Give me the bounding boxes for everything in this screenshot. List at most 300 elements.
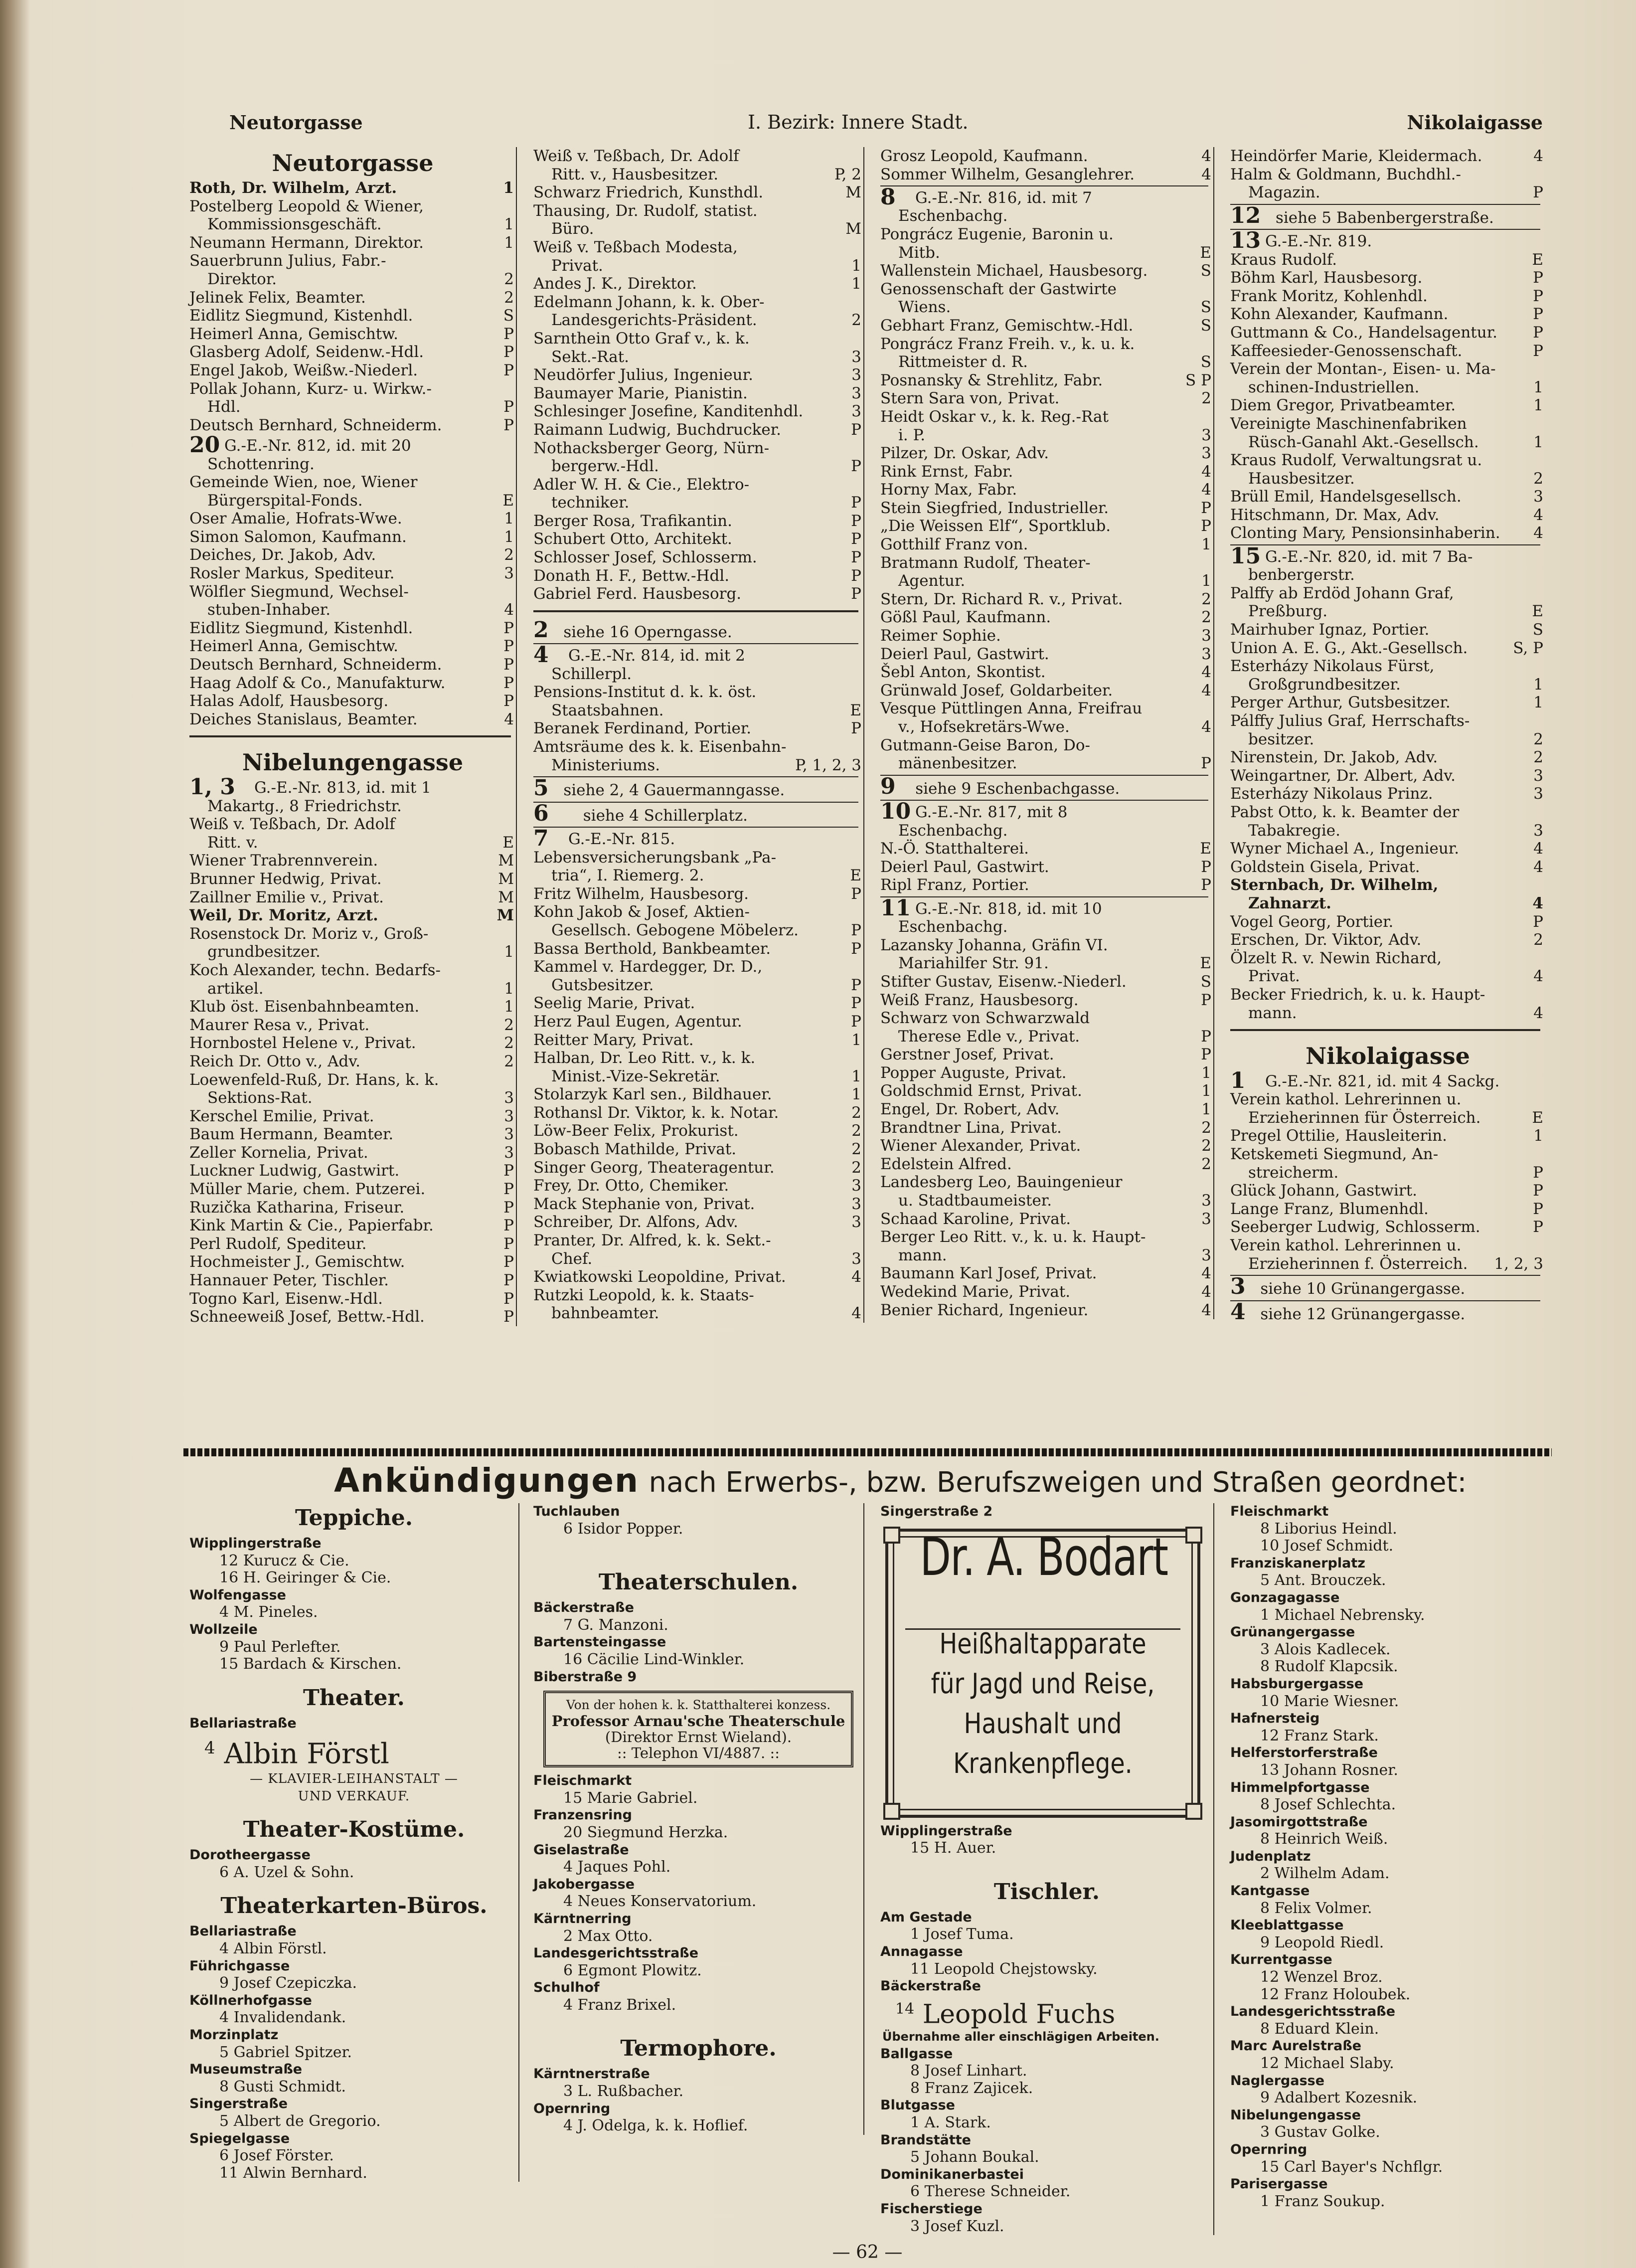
entry-floor: 3 <box>1533 488 1543 506</box>
street-label: Museumstraße <box>189 2062 303 2078</box>
resident-entry <box>189 1162 516 1180</box>
entry-floor: 3 <box>504 1107 514 1125</box>
resident-entry <box>1230 360 1545 378</box>
ad-house-number: 4 <box>204 1738 215 1758</box>
street-label: Wolfengasse <box>189 1587 286 1603</box>
entry-text: Mack Stephanie von, Privat. <box>533 1195 755 1213</box>
ad-box-line: Professor Arnau'sche Theaterschule <box>551 1713 845 1730</box>
resident-entry <box>1230 251 1545 269</box>
resident-entry <box>189 361 516 380</box>
entry-floor: 4 <box>504 601 514 619</box>
ad-entry: 8 Eduard Klein. <box>1260 2020 1379 2038</box>
entry-floor: 1 <box>504 510 514 528</box>
ad-entry: 12 Wenzel Broz. <box>1260 1968 1383 1986</box>
entry-continuation <box>880 1028 1213 1046</box>
house-number: 4 <box>533 642 549 668</box>
resident-entry <box>1230 803 1545 822</box>
entry-text: Halban, Dr. Leo Ritt. v., k. k. <box>533 1049 756 1067</box>
street-label: Kärntnerstraße <box>533 2066 650 2082</box>
resident-entry <box>1230 694 1545 712</box>
category-heading: Tischler. <box>993 1879 1100 1905</box>
resident-entry <box>880 1082 1213 1100</box>
see-reference <box>880 773 1213 799</box>
entry-floor: P <box>1201 858 1211 876</box>
entry-floor: P <box>503 1253 514 1271</box>
entry-floor: P <box>851 566 861 585</box>
street-label: Fleischmarkt <box>1230 1504 1329 1519</box>
resident-entry <box>533 366 863 384</box>
ad-entry: 3 L. Rußbacher. <box>563 2083 684 2100</box>
entry-list <box>189 179 516 434</box>
entry-continuation <box>533 348 863 366</box>
resident-entry <box>1230 1200 1545 1219</box>
resident-entry <box>189 692 516 710</box>
street-label: Singerstraße 2 <box>880 1504 993 1519</box>
entry-text: Sommer Wilhelm, Gesanglehrer. <box>880 165 1135 183</box>
entry-floor: 1 <box>851 1067 861 1085</box>
ad-name: Albin Förstl <box>224 1738 389 1770</box>
entry-text: Loewenfeld-Ruß, Dr. Hans, k. k. <box>189 1070 439 1089</box>
entry-text: Deierl Paul, Gastwirt. <box>880 645 1049 663</box>
entry-text: Verein kathol. Lehrerinnen u. <box>1230 1090 1462 1109</box>
entry-floor: 1 <box>504 943 514 961</box>
ad-entry: 6 Isidor Popper. <box>563 1520 683 1538</box>
entry-floor: 2 <box>851 1103 861 1122</box>
resident-entry <box>189 546 516 564</box>
ad-entry: 15 H. Auer. <box>910 1839 996 1857</box>
entry-text: Sarnthein Otto Graf v., k. k. <box>533 329 750 348</box>
house-number: 5 <box>533 775 549 801</box>
entry-text: Hornbostel Helene v., Privat. <box>189 1034 416 1052</box>
resident-entry <box>1230 1127 1545 1145</box>
entry-text: Guttmann & Co., Handelsagentur. <box>1230 323 1497 342</box>
entry-text: Schwarz von Schwarzwald <box>880 1009 1090 1028</box>
entry-text: Ruzička Katharina, Friseur. <box>189 1198 405 1217</box>
announcement-column-4 <box>1230 1503 1545 2210</box>
resident-entry <box>533 330 863 348</box>
entry-floor: 1 <box>1201 572 1211 590</box>
entry-continuation <box>880 954 1213 973</box>
entry-list <box>189 779 516 1326</box>
entry-list <box>880 147 1213 183</box>
ad-entry: 6 Josef Förster. <box>219 2147 334 2165</box>
resident-entry <box>533 994 863 1013</box>
resident-entry <box>189 179 516 197</box>
resident-entry <box>880 481 1213 499</box>
entry-text: Vereinigte Maschinenfabriken <box>1230 414 1467 433</box>
ad-entry: 16 H. Geiringer & Cie. <box>219 1569 391 1587</box>
entry-text: Heidt Oskar v., k. k. Reg.-Rat <box>880 407 1109 426</box>
see-reference <box>533 775 863 801</box>
entry-text: Schlesinger Josefine, Kanditenhdl. <box>533 402 804 421</box>
entry-text: Edelstein Alfred. <box>880 1155 1012 1173</box>
entry-floor: P <box>851 530 861 548</box>
entry-text: Hausbesitzer. <box>1248 469 1355 488</box>
resident-entry <box>1230 657 1545 676</box>
resident-entry <box>880 444 1213 463</box>
entry-text: Vogel Georg, Portier. <box>1230 912 1394 931</box>
announcement-divider <box>183 1448 1552 1456</box>
resident-entry <box>1230 287 1545 306</box>
entry-text: Schreiber, Dr. Alfons, Adv. <box>533 1213 738 1231</box>
entry-text: Erzieherinnen für Österreich. <box>1248 1108 1481 1127</box>
resident-entry <box>533 275 863 293</box>
entry-text: Brandtner Lina, Privat. <box>880 1118 1062 1137</box>
entry-text: Adler W. H. & Cie., Elektro- <box>533 475 750 494</box>
entry-text: Berger Rosa, Trafikantin. <box>533 512 732 530</box>
resident-entry <box>1230 639 1545 658</box>
entry-text: Pranter, Dr. Alfred, k. k. Sekt.- <box>533 1231 771 1250</box>
entry-text: Pálffy Julius Graf, Herrschafts- <box>1230 712 1470 730</box>
entry-text: Edelmann Johann, k. k. Ober- <box>533 293 765 311</box>
entry-continuation <box>1230 822 1545 840</box>
entry-text: Seelig Marie, Privat. <box>533 994 695 1013</box>
street-label: Fischerstiege <box>880 2201 982 2217</box>
ad-entry: 4 Franz Brixel. <box>563 1996 676 2014</box>
entry-text: Kraus Rudolf. <box>1230 250 1337 269</box>
bodart-ad <box>885 1526 1200 1818</box>
entry-text: Esterházy Nikolaus Prinz. <box>1230 785 1433 803</box>
resident-entry <box>189 307 516 325</box>
resident-entry <box>880 1100 1213 1119</box>
resident-entry <box>1230 524 1545 542</box>
entry-text: Sekt.-Rat. <box>551 348 629 366</box>
entry-text: Diem Gregor, Privatbeamter. <box>1230 396 1456 415</box>
entry-floor: 1 <box>504 979 514 998</box>
entry-continuation <box>533 457 863 476</box>
entry-continuation <box>1230 1004 1545 1023</box>
resident-entry <box>1230 767 1545 785</box>
street-heading: Neutorgasse <box>272 150 434 176</box>
entry-floor: P <box>503 1289 514 1308</box>
entry-text: artikel. <box>207 979 264 998</box>
entry-text: Genossenschaft der Gastwirte <box>880 280 1117 298</box>
entry-floor: 1 <box>851 275 861 293</box>
entry-continuation <box>880 207 1213 225</box>
street-label: Helferstorferstraße <box>1230 1745 1378 1761</box>
entry-text: Goldstein Gisela, Privat. <box>1230 858 1420 876</box>
entry-floor: 2 <box>1201 1118 1211 1137</box>
entry-text: Böhm Karl, Hausbesorg. <box>1230 269 1423 287</box>
entry-floor: E <box>1532 250 1543 269</box>
resident-entry <box>189 852 516 870</box>
entry-floor: 3 <box>1201 1246 1211 1264</box>
ad-list <box>880 1909 1213 1995</box>
entry-floor: 1 <box>504 215 514 234</box>
see-text: siehe 2, 4 Gauermanngasse. <box>563 781 785 800</box>
entry-text: Büro. <box>551 220 594 238</box>
street-label: Bartensteingasse <box>533 1634 666 1650</box>
entry-floor: S <box>503 307 514 325</box>
entry-text: Therese Edle v., Privat. <box>898 1027 1080 1046</box>
entry-floor: P <box>503 343 514 361</box>
entry-floor: 2 <box>1201 1155 1211 1173</box>
resident-entry <box>189 343 516 361</box>
street-label: Schulhof <box>533 1980 600 1996</box>
street-label: Dominikanerbastei <box>880 2166 1024 2182</box>
divider-line <box>880 896 1208 897</box>
entry-text: Roth, Dr. Wilhelm, Arzt. <box>189 179 397 197</box>
entry-floor: P <box>1533 183 1543 202</box>
house-number: 4 <box>1230 1299 1246 1325</box>
resident-entry <box>189 289 516 307</box>
resident-entry <box>880 590 1213 609</box>
resident-entry <box>533 530 863 548</box>
entry-text: Kommissionsgeschäft. <box>207 215 382 234</box>
entry-floor: P <box>503 1198 514 1217</box>
resident-entry <box>880 225 1213 244</box>
entry-continuation <box>1230 967 1545 986</box>
ad-box-line: :: Telephon VI/4887. :: <box>617 1745 780 1762</box>
entry-text: techniker. <box>551 494 630 512</box>
resident-entry <box>880 147 1213 166</box>
street-label: Singerstraße <box>189 2096 288 2112</box>
entry-floor: P <box>503 1217 514 1235</box>
entry-floor: 2 <box>851 311 861 330</box>
resident-entry <box>1230 451 1545 470</box>
resident-entry <box>189 1271 516 1290</box>
entry-text: Wallenstein Michael, Hausbesorg. <box>880 262 1148 280</box>
street-label: Franziskanerplatz <box>1230 1555 1365 1571</box>
ad-list <box>189 1535 518 1673</box>
entry-floor: P <box>503 398 514 416</box>
street-label: Am Gestade <box>880 1909 972 1925</box>
entry-text: Mariahilfer Str. 91. <box>898 954 1049 973</box>
header-district: I. Bezirk: Innere Stadt. <box>748 111 969 133</box>
entry-text: Weiß Franz, Hausbesorg. <box>880 991 1079 1009</box>
street-label: Kärntnerring <box>533 1911 632 1926</box>
see-reference <box>533 617 863 643</box>
street-label: Opernring <box>533 2100 611 2116</box>
entry-floor: 3 <box>1201 1210 1211 1228</box>
category-heading: Theater-Kostüme. <box>243 1817 465 1843</box>
entry-floor: 3 <box>851 384 861 402</box>
entry-continuation <box>189 834 516 852</box>
entry-floor: 1 <box>504 233 514 252</box>
entry-floor: S <box>1532 621 1543 639</box>
entry-text: Wyner Michael A., Ingenieur. <box>1230 840 1460 858</box>
entry-text: Minist.-Vize-Sekretär. <box>551 1067 720 1085</box>
entry-text: G.-E.-Nr. 813, id. mit 1 <box>254 779 431 797</box>
entry-continuation <box>1230 1109 1545 1127</box>
resident-entry <box>189 710 516 729</box>
ad-entry: 2 Max Otto. <box>563 1927 653 1945</box>
entry-floor: 2 <box>1201 389 1211 408</box>
entry-text: Deierl Paul, Gastwirt. <box>880 858 1049 876</box>
ad-entry: 10 Marie Wiesner. <box>1260 1692 1399 1710</box>
entry-floor: 3 <box>851 366 861 384</box>
resident-entry <box>880 1064 1213 1082</box>
resident-entry <box>1230 166 1545 184</box>
street-label: Opernring <box>1230 2141 1308 2157</box>
entry-text: Šebl Anton, Skontist. <box>880 663 1046 682</box>
ad-list <box>189 1923 518 2182</box>
entry-floor: 4 <box>1533 147 1543 165</box>
resident-entry <box>1230 876 1545 894</box>
entry-text: Heindörfer Marie, Kleidermach. <box>1230 147 1482 165</box>
entry-floor: E <box>1532 1108 1543 1127</box>
resident-entry <box>1230 396 1545 415</box>
entry-floor: 3 <box>851 1177 861 1195</box>
resident-entry <box>189 1016 516 1035</box>
resident-entry <box>1230 305 1545 324</box>
entry-floor: 2 <box>851 1122 861 1140</box>
entry-text: Bassa Berthold, Bankbeamter. <box>533 939 771 958</box>
entry-text: Löw-Beer Felix, Prokurist. <box>533 1122 739 1140</box>
entry-floor: 3 <box>851 1195 861 1213</box>
ad-list <box>533 1772 863 2014</box>
resident-entry <box>1230 1090 1545 1109</box>
entry-text: Lange Franz, Blumenhdl. <box>1230 1200 1429 1218</box>
entry-text: Pabst Otto, k. k. Beamter der <box>1230 803 1460 821</box>
entry-floor: P <box>851 719 861 738</box>
entry-floor: M <box>496 906 514 925</box>
entry-floor: P <box>503 416 514 434</box>
resident-entry <box>189 1180 516 1199</box>
entry-floor: 2 <box>1201 608 1211 627</box>
see-text: siehe 12 Grünangergasse. <box>1260 1305 1466 1323</box>
entry-text: Rink Ernst, Fabr. <box>880 462 1013 481</box>
entry-floor: P <box>851 939 861 958</box>
entry-floor: P <box>851 548 861 567</box>
street-label: Bellariastraße <box>189 1923 297 1939</box>
see-text: siehe 16 Operngasse. <box>563 623 732 641</box>
entry-text: Privat. <box>1248 967 1300 986</box>
ad-list <box>880 1823 1213 1857</box>
entry-text: Weingartner, Dr. Albert, Adv. <box>1230 766 1456 785</box>
ad-entry: 6 A. Uzel & Sohn. <box>219 1863 354 1881</box>
ad-entry: 8 Rudolf Klapcsik. <box>1260 1658 1398 1676</box>
entry-floor: 3 <box>1201 645 1211 663</box>
street-label: Parisergasse <box>1230 2176 1328 2192</box>
entry-floor: P <box>1533 287 1543 305</box>
resident-entry <box>533 1049 863 1067</box>
resident-entry <box>189 1199 516 1217</box>
entry-text: Sektions-Rat. <box>207 1089 313 1107</box>
resident-entry <box>189 473 516 492</box>
entry-floor: P <box>1201 1027 1211 1046</box>
entry-continuation <box>189 492 516 510</box>
entry-text: Singer Georg, Theateragentur. <box>533 1158 775 1177</box>
entry-floor: 2 <box>851 1140 861 1159</box>
entry-text: Brüll Emil, Handelsgesellsch. <box>1230 488 1462 506</box>
resident-entry <box>189 1125 516 1144</box>
street-label: Marc Aurelstraße <box>1230 2038 1362 2054</box>
resident-entry <box>880 645 1213 664</box>
resident-entry <box>189 583 516 601</box>
entry-text: Seeberger Ludwig, Schlosserm. <box>1230 1218 1480 1236</box>
entry-text: Herz Paul Eugen, Agentur. <box>533 1012 742 1031</box>
entry-floor: E <box>1200 954 1211 973</box>
house-number: 1 <box>1230 1068 1246 1094</box>
resident-entry <box>533 903 863 921</box>
street-label: Bäckerstraße <box>533 1600 634 1616</box>
entry-floor: P <box>1201 1046 1211 1064</box>
entry-continuation <box>189 398 516 416</box>
entry-text: Engel Jakob, Weißw.-Niederl. <box>189 361 418 379</box>
ad-entry: 4 Jaques Pohl. <box>563 1858 671 1876</box>
entry-floor: S P <box>1185 371 1211 389</box>
entry-list <box>1230 1072 1545 1273</box>
announcement-title-main: Ankündigungen <box>334 1461 640 1500</box>
house-number: 1, 3 <box>189 774 235 800</box>
entry-floor: 4 <box>1533 524 1543 542</box>
entry-floor: P <box>503 1162 514 1180</box>
resident-entry <box>880 900 1213 918</box>
ad-entry: 5 Ant. Brouczek. <box>1260 1571 1386 1589</box>
entry-text: Ketskemeti Siegmund, An- <box>1230 1145 1439 1164</box>
ad-line: Heißhaltapparate <box>939 1627 1146 1660</box>
entry-floor: P, 2 <box>834 165 861 183</box>
house-number: 20 <box>189 432 220 458</box>
entry-text: Pollak Johann, Kurz- u. Wirkw.- <box>189 379 432 398</box>
entry-continuation <box>533 220 863 238</box>
entry-text: Sternbach, Dr. Wilhelm, <box>1230 876 1439 894</box>
resident-entry <box>880 262 1213 280</box>
entry-text: Eidlitz Siegmund, Kistenhdl. <box>189 619 413 637</box>
entry-text: Ritt. v., Hausbesitzer. <box>551 165 719 183</box>
entry-floor: P <box>1533 912 1543 931</box>
entry-floor: 4 <box>1532 894 1543 912</box>
entry-text: Mairhuber Ignaz, Portier. <box>1230 621 1430 639</box>
resident-entry <box>189 1034 516 1052</box>
ad-entry: 9 Josef Czepiczka. <box>219 1974 357 1992</box>
street-label: Jasomirgottstraße <box>1230 1814 1368 1830</box>
entry-floor: 4 <box>1201 481 1211 499</box>
entry-text: Weiß v. Teßbach, Dr. Adolf <box>189 815 395 834</box>
entry-text: Rosler Markus, Spediteur. <box>189 564 395 583</box>
resident-entry <box>533 585 863 603</box>
entry-text: Ministeriums. <box>551 756 660 774</box>
see-reference <box>1230 1299 1545 1325</box>
resident-entry <box>1230 949 1545 968</box>
street-heading: Nibelungengasse <box>242 749 464 776</box>
entry-floor: 4 <box>1201 147 1211 165</box>
entry-text: stuben-Inhaber. <box>207 601 331 619</box>
ad-entry: 10 Josef Schmidt. <box>1260 1537 1394 1555</box>
entry-text: Heimerl Anna, Gemischtw. <box>189 325 398 343</box>
house-number: 15 <box>1230 543 1261 569</box>
entry-text: Schlosser Josef, Schlosserm. <box>533 548 757 567</box>
entry-floor: 2 <box>504 1034 514 1052</box>
entry-text: Clonting Mary, Pensionsinhaberin. <box>1230 524 1500 542</box>
resident-entry <box>1230 488 1545 506</box>
entry-text: Amtsräume des k. k. Eisenbahn- <box>533 738 787 756</box>
section-rule <box>1230 1029 1540 1031</box>
resident-entry <box>189 1217 516 1235</box>
resident-entry <box>533 647 863 665</box>
resident-entry <box>533 719 863 738</box>
entry-text: Neudörfer Julius, Ingenieur. <box>533 366 753 384</box>
divider-line <box>1230 1275 1540 1276</box>
ad-box-line: (Direktor Ernst Wieland). <box>605 1729 792 1746</box>
resident-entry <box>880 1009 1213 1028</box>
entry-text: Landesberg Leo, Bauingenieur <box>880 1173 1123 1192</box>
resident-entry <box>880 1228 1213 1246</box>
resident-entry <box>533 238 863 257</box>
entry-floor: 3 <box>1201 426 1211 444</box>
entry-text: Bobasch Mathilde, Privat. <box>533 1140 737 1159</box>
resident-entry <box>880 408 1213 426</box>
resident-entry <box>1230 342 1545 360</box>
resident-entry <box>880 663 1213 682</box>
ad-entry: 4 Invalidendank. <box>219 2009 346 2027</box>
resident-entry <box>533 1085 863 1104</box>
entry-text: Kohn Alexander, Kaufmann. <box>1230 305 1449 324</box>
entry-text: Baum Hermann, Beamter. <box>189 1125 394 1144</box>
page-number: — 62 — <box>832 2242 903 2263</box>
ad-entry: 4 M. Pineles. <box>219 1603 318 1621</box>
